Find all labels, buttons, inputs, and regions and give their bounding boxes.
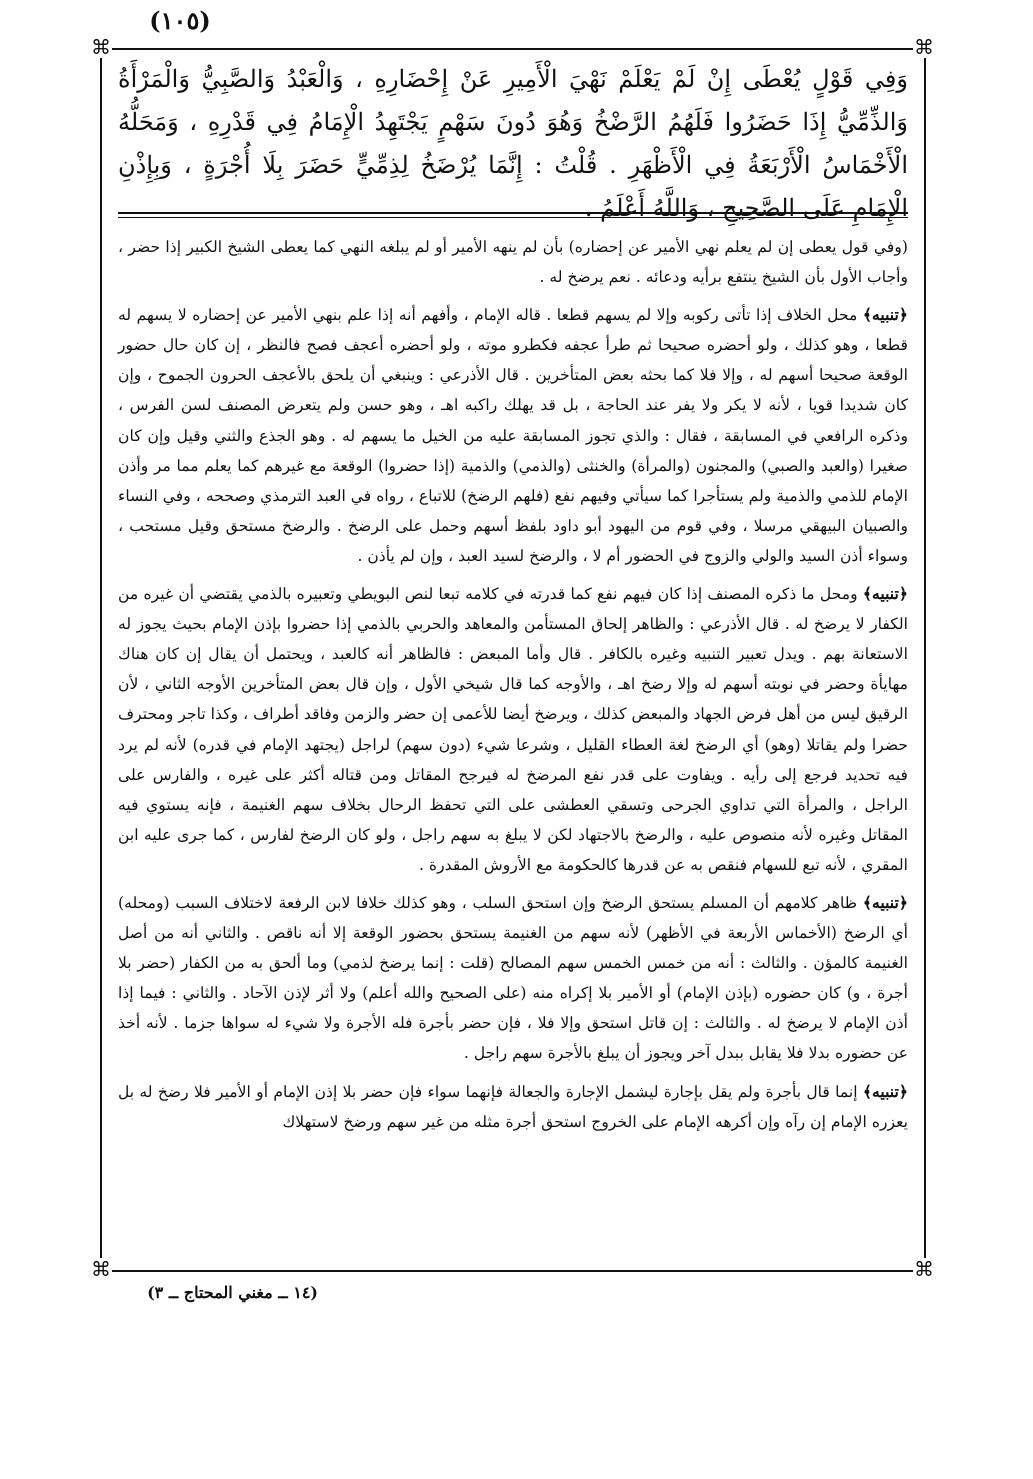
main-text: وَفِي قَوْلٍ يُعْطَى إِنْ لَمْ يَعْلَمْ نَهْيَ الْأَمِيرِ عَنْ إِحْضَارِهِ ، وَالْعَبْدُ وَالصَّبِيُّ وَالْمَرْأَةُ وَالذِّمِّيُّ إِذَا حَضَرُوا فَلَهُمُ الرَّضْخُ وَهُوَ دُونَ سَهْمٍ يَجْتَهِدُ الْإِمَامُ فِي قَدْرِهِ ، وَمَحَلُّهُ الْأَخْمَاسُ الْأَرْبَعَةُ فِي الْأَظْهَرِ . قُلْتُ : إِنَّمَا يُرْضَخُ لِذِمِّيٍّ حَضَرَ بِلَا أُجْرَةٍ ، وَبِإِذْنِ الْإِمَامِ عَلَى الصَّحِيحِ ، وَاللَّهُ أَعْلَمُ . <box>118 65 909 222</box>
commentary-paragraph <box>118 579 908 880</box>
paragraph-body: ظاهر كلامهم أن المسلم يستحق الرضخ وإن استحق السلب ، وهو كذلك خلافا لابن الرفعة لاختلاف السبب (ومحله) أي الرضخ (الأخماس الأربعة في الأظهر) لأنه سهم من الغنيمة يستحق بحضور الوقعة إلا أنه ناقص . والثاني أنه من أصل الغنيمة كالمؤن . والثالث : أنه من خمس الخمس سهم المصالح (قلت : إنما يرضخ لذمي) وما ألحق به من الكفار (حضر بلا أجرة ، و) كان حضوره (بإذن الإمام) أو الأمير بلا إكراه منه (على الصحيح والله أعلم) ولا أثر لإذن الآحاد . والثاني : فيما إذا أذن الإمام لا يرضخ له . والثالث : إن قاتل استحق وإلا فلا ، فإن حضر بأجرة فله الأجرة ولا شيء له سواها جزما . لأنه أخذ عن حضوره بدلا فلا يقابل ببدل آخر ويجوز أن يبلغ بالأجرة سهم راجل . <box>118 893 908 1063</box>
tanbih-label: ﴿تنبيه﴾ <box>862 305 908 325</box>
commentary <box>118 232 908 1137</box>
section-divider-thin <box>118 217 908 218</box>
corner-ornament-icon: ⌘ <box>91 1257 111 1281</box>
corner-ornament-icon: ⌘ <box>914 35 934 59</box>
paragraph-body: محل الخلاف إذا تأتى ركوبه وإلا لم يسهم قطعا . قاله الإمام ، وأفهم أنه إذا علم بنهي الأمير عن إحضاره لا يسهم له قطعا ، وهو كذلك ، ولو أحضره صحيحا ثم طرأ عجفه فكطرو موته ، ولو أحضره أعجف فصح فالنظر ، إن كان حال حضور الوقعة صحيحا أسهم له ، وإلا فلا كما بحثه بعض المتأخرين . قال الأذرعي : وينبغي أن يلحق بالأعجف الحرون الجموح ، وإن كان شديدا قويا ، لأنه لا يكر ولا يفر عند الحاجة ، بل قد يهلك راكبه اهـ ، وهو حسن ولم يتعرض المصنف لسن الفرس ، وذكره الرافعي في المسابقة ، فقال : والذي تجوز المسابقة عليه من الخيل ما يسهم له . وهو الجذع والثني وقيل وإن كان صغيرا (والعبد والصبي) والمجنون (والمرأة) والخنثى (والذمي) والذمية (إذا حضروا) الوقعة مع غيرهم كما يعلم مما مر وأذن الإمام للذمي والذمية ولم يستأجرا كما سيأتي وفيهم نفع (فلهم الرضخ) للاتباع ، رواه في العبد الترمذي وصححه ، وفي النساء والصبيان البيهقي مرسلا ، وفي قوم من اليهود أبو داود بلفظ أسهم وحمل على الرضخ . والرضخ مستحق وقيل مستحب ، وسواء أذن السيد والولي والزوج في الحضور أم لا ، والرضخ لسيد العبد ، وإن لم يأذن . <box>118 306 909 565</box>
tanbih-label: ﴿تنبيه﴾ <box>862 584 908 604</box>
commentary-paragraph: (وفي قول يعطى إن لم يعلم نهي الأمير عن إحضاره) بأن لم ينهه الأمير أو لم يبلغه النهي كما يعطى الشيخ الكبير إذا حضر ، وأجاب الأول بأن الشيخ ينتفع برأيه ودعائه . نعم يرضخ له . <box>118 238 908 287</box>
commentary-paragraph <box>118 1077 908 1137</box>
commentary-paragraph <box>118 300 908 571</box>
corner-ornament-icon: ⌘ <box>91 35 111 59</box>
commentary-paragraph <box>118 888 908 1069</box>
frame-right-border <box>924 48 926 1270</box>
paragraph-body: ومحل ما ذكره المصنف إذا كان فيهم نفع كما قدرته في كلامه تبعا لنص البويطي وتعبيره بالذمي يقتضي أن غيره من الكفار لا يرضخ له . قال الأذرعي : والظاهر إلحاق المستأمن والمعاهد والحربي بالذمي إذا حضروا بإذن الإمام بحيث يجوز له الاستعانة بهم . ويدل تعبير التنبيه وغيره بالكافر . قال وأما المبعض : فالظاهر أنه كالعبد ، ويحتمل أن يقال إن كان هناك مهايأة وحضر في نوبته أسهم له وإلا رضخ اهـ ، والأوجه كما قال شيخي الأول ، وإن قال بعض المتأخرين الأوجه الثاني ، لأن الرقيق ليس من أهل فرض الجهاد والمبعض كذلك ، ويرضخ أيضا للأعمى إن حضر والزمن وفاقد أطراف ، وكذا تاجر ومحترف حضرا ولم يقاتلا (وهو) أي الرضخ لغة العطاء القليل ، وشرعا شيء (دون سهم) لراجل (يجتهد الإمام في قدره) لأنه لم يرد فيه تحديد فرجع إلى رأيه . ويفاوت على قدر نفع المرضخ له فيرجح المقاتل ومن قتاله أكثر على غيره ، والفارس على الراجل ، والمرأة التي تداوي الجرحى وتسقي العطشى على التي تحفظ الرحال بخلاف سهم الغنيمة ، فإنه يستوي فيه المقاتل وغيره لأنه منصوص عليه ، والرضخ بالاجتهاد لكن لا يبلغ به سهم راجل ، ولو كان الرضخ لفارس ، كما جرى عليه ابن المقري ، لأنه تبع للسهام فنقص به عن قدرها كالحكومة مع الأروش المقدرة . <box>118 585 908 874</box>
tanbih-label: ﴿تنبيه﴾ <box>862 892 908 912</box>
frame-bottom-border <box>100 1270 926 1272</box>
paragraph-body: إنما قال بأجرة ولم يقل بإجارة ليشمل الإجارة والجعالة فإنهما سواء فإن حضر بلا إذن الإمام أو الأمير فلا رضخ له بل يعزره الإمام إن رآه وإن أكرهه الإمام على الخروج استحق أجرة مثله من غير سهم ورضخ لاستهلاك <box>118 1082 908 1131</box>
frame-top-border <box>100 48 926 50</box>
page-number: (١٠٥) <box>149 6 211 35</box>
frame-left-border <box>100 48 102 1270</box>
corner-ornament-icon: ⌘ <box>914 1257 934 1281</box>
tanbih-label: ﴿تنبيه﴾ <box>862 1081 908 1101</box>
page-signature: (١٤ ــ مغني المحتاج ــ ٣) <box>147 1283 318 1302</box>
section-divider <box>118 212 908 214</box>
